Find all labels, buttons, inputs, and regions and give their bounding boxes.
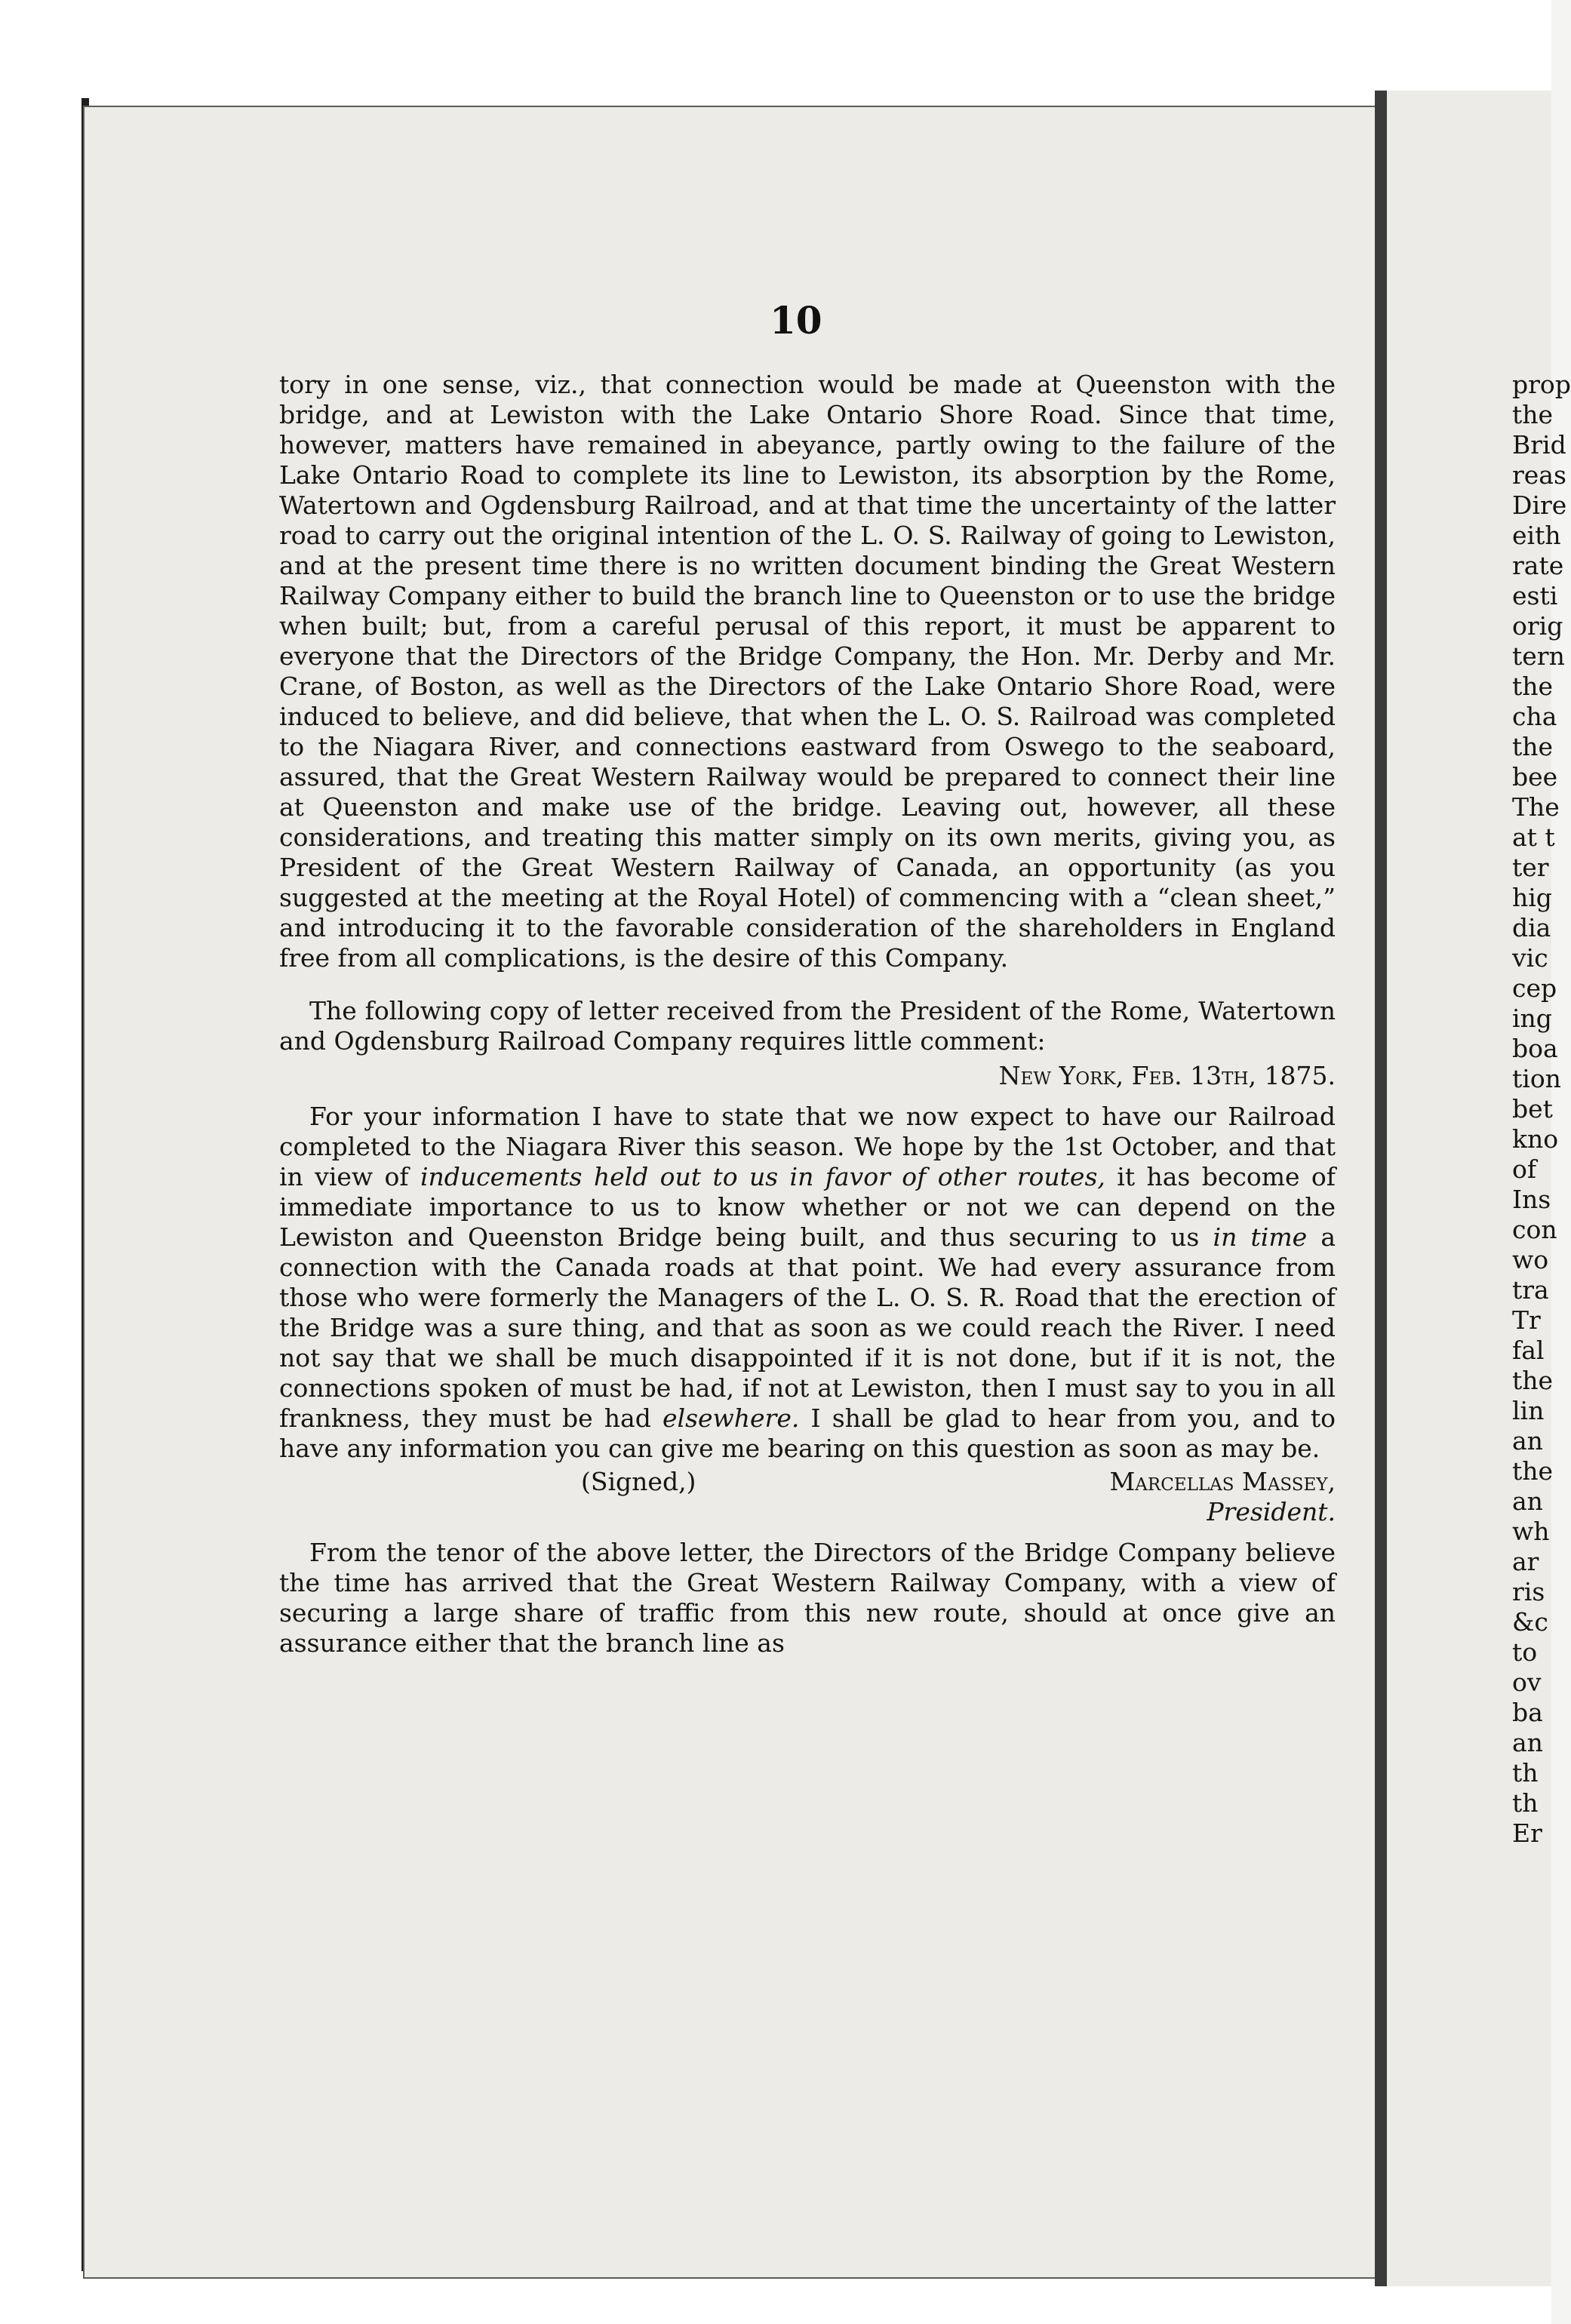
right-page-line-fragment: ris (1512, 1577, 1545, 1606)
right-page-line-fragment: cep (1512, 973, 1557, 1003)
right-page-line-fragment: bee (1512, 762, 1558, 792)
paragraph-1: tory in one sense, viz., that connection would be made at Queenston with the bridge, and at Lewiston with the Lake Ontario Shore Road. Since that time, however, matters have remained in abeyance, partly owing to the failure of the Lake Ontario Road to complete its line to Lewiston, its absorption by the Rome, Watertown and Ogdensburg Railroad, and at that time the uncertainty of the latter road to carry out the original intention of the L. O. S. Railway of going to Lewiston, and at the present time there is no written document binding the Great Western Railway Company either to build the branch line to Queenston or to use the bridge when built; but, from a careful perusal of this report, it must be apparent to everyone that the Directors of the Bridge Company, the Hon. Mr. Derby and Mr. Crane, of Boston, as well as the Directors of the Lake Ontario Shore Road, were induced to believe, and did believe, that when the L. O. S. Railroad was completed to the Niagara River, and connections eastward from Oswego to the seaboard, assured, that the Great Western Railway would be prepared to connect their line at Queenston and make use of the bridge. Leaving out, however, all these considerations, and treating this matter simply on its own merits, giving you, as President of the Great Western Railway of Canada, an opportunity (as you suggested at the meeting at the Royal Hotel) of commencing with a “clean sheet,” and introducing it to the favorable consideration of the shareholders in England free from all complications, is the desire of this Company. (279, 370, 1336, 973)
right-page-line-fragment: Ins (1512, 1185, 1551, 1214)
right-page-line-fragment: ov (1512, 1668, 1542, 1697)
right-page-line-fragment: ter (1512, 853, 1549, 882)
right-page-line-fragment: ing (1512, 1004, 1552, 1033)
right-page-line-fragment: reas (1512, 460, 1566, 490)
letter-italic-2: in time (1213, 1222, 1308, 1252)
right-page-line-fragment: an (1512, 1426, 1543, 1456)
right-page-line-fragment: Brid (1512, 430, 1566, 460)
right-page-line-fragment: prop (1512, 370, 1571, 399)
right-page-line-fragment: an (1512, 1728, 1543, 1757)
main-text-block (279, 370, 1336, 1658)
right-page-line-fragment: wh (1512, 1517, 1550, 1546)
letter-text-2: it has become of immediate importance to us to know whether or not we can depend on the Lewiston and Queenston Bridge being built, and thus securing to us (279, 1162, 1336, 1252)
right-page-line-fragment: boa (1512, 1034, 1558, 1063)
right-page-line-fragment: at t (1512, 822, 1555, 852)
right-page-line-fragment: lin (1512, 1396, 1545, 1425)
signed-label: (Signed,) (581, 1467, 696, 1496)
right-page-line-fragment: orig (1512, 611, 1563, 641)
right-page-line-fragment: fal (1512, 1336, 1545, 1365)
right-page-line-fragment: to (1512, 1637, 1538, 1667)
page-number: 10 (770, 298, 822, 343)
right-page-line-fragment: Tr (1512, 1305, 1541, 1335)
right-page-line-fragment: esti (1512, 581, 1558, 610)
right-page-line-fragment: the (1512, 1366, 1554, 1395)
letter-text-4: I shall be glad to hear from you, and to have any information you can give me bearing on this question as soon as may be. (279, 1403, 1336, 1463)
right-page-line-fragment: tern (1512, 641, 1565, 671)
right-page-line-fragment: ar (1512, 1547, 1539, 1576)
right-page-line-fragment: dia (1512, 913, 1551, 942)
right-page-line-fragment: the (1512, 732, 1554, 761)
right-page-line-fragment: Dire (1512, 490, 1567, 520)
letter-text-1: For your information I have to state that we now expect to have our Railroad completed to the Niagara River this season. We hope by the 1st October, and that in view of (279, 1102, 1336, 1191)
signature-block (279, 1467, 1336, 1527)
right-page-line-fragment: kno (1512, 1124, 1559, 1154)
right-page-line-fragment: vic (1512, 943, 1548, 973)
signature-name: Marcellas Massey, (1109, 1467, 1336, 1496)
signature-title: President. (1207, 1497, 1336, 1526)
letter-text-3: a connection with the Canada roads at that point. We had every assurance from those who were formerly the Managers of the L. O. S. R. Road that the erection of the Bridge was a sure thing, and that as soon as we could reach the River. I need not say that we shall be much disappointed if it is not done, but if it is not, the connections spoken of must be had, if not at Lewiston, then I must say to you in all frankness, they must be had (279, 1222, 1336, 1433)
letter-body (279, 1102, 1336, 1464)
paragraph-3: From the tenor of the above letter, the Directors of the Bridge Company believe the time has arrived that the Great Western Railway Company, with a view of securing a large share of traffic from this new route, should at once give an assurance either that the branch line as (279, 1538, 1336, 1658)
right-page-line-fragment: eith (1512, 521, 1561, 550)
right-page-line-fragment: bet (1512, 1094, 1553, 1124)
right-page-line-fragment: th (1512, 1788, 1539, 1818)
right-page-line-fragment: the (1512, 400, 1554, 429)
right-page-line-fragment: wo (1512, 1245, 1549, 1274)
right-page-line-fragment: Er (1512, 1818, 1542, 1848)
right-page-line-fragment: ba (1512, 1698, 1543, 1727)
right-page-line-fragment: &c (1512, 1607, 1548, 1637)
right-page-line-fragment: an (1512, 1486, 1543, 1516)
right-page-line-fragment: th (1512, 1758, 1539, 1788)
right-page-text (1512, 370, 1571, 1849)
right-page-line-fragment: The (1512, 792, 1560, 822)
right-page-line-fragment: tra (1512, 1275, 1549, 1305)
right-page-line-fragment: hig (1512, 883, 1552, 912)
letter-dateline: New York, Feb. 13th, 1875. (998, 1061, 1336, 1090)
letter-italic-3: elsewhere. (662, 1403, 800, 1433)
book-spine (1375, 91, 1387, 2286)
letter-italic-1: inducements held out to us in favor of other routes, (420, 1162, 1105, 1191)
right-page-line-fragment: con (1512, 1215, 1557, 1244)
right-page-line-fragment: of (1512, 1154, 1537, 1184)
right-page-line-fragment: rate (1512, 551, 1564, 580)
right-page-line-fragment: the (1512, 672, 1554, 701)
paragraph-2: The following copy of letter received from the President of the Rome, Watertown and Ogdensburg Railroad Company requires little comment: (279, 996, 1336, 1056)
right-page-line-fragment: tion (1512, 1064, 1561, 1093)
right-page-line-fragment: cha (1512, 702, 1557, 731)
right-page-line-fragment: the (1512, 1456, 1554, 1486)
